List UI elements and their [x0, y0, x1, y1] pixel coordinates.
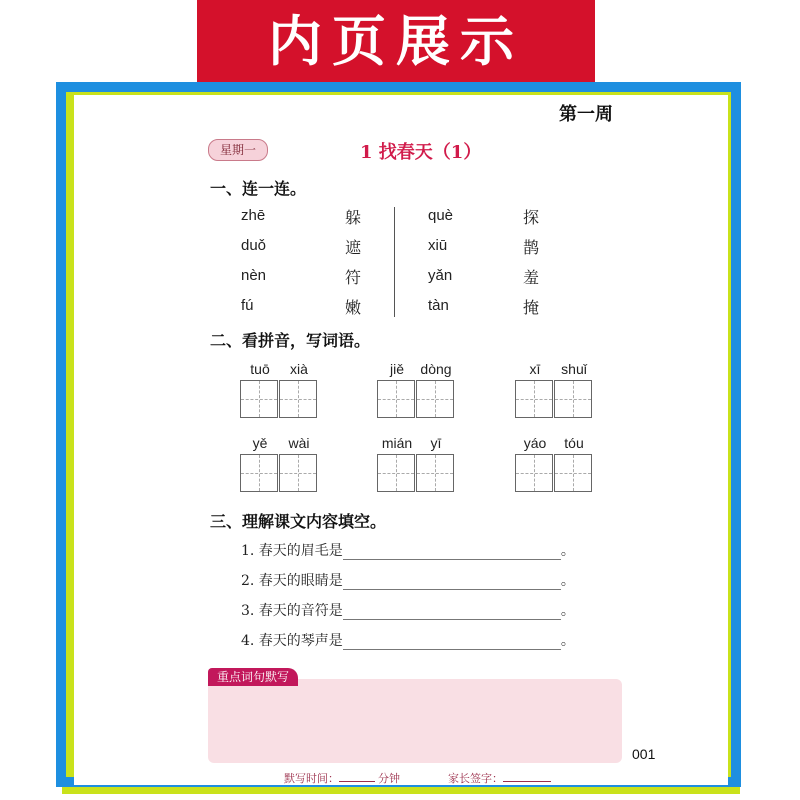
fill-item	[241, 630, 575, 650]
word-pinyin: tuō	[250, 361, 270, 377]
word-pinyin: tóu	[564, 435, 584, 451]
match-right-hanzi: 羞	[523, 268, 540, 287]
writing-box[interactable]	[240, 454, 278, 492]
fill-prompt: 3. 春天的音符是	[241, 603, 343, 619]
footer-minutes: 分钟	[378, 772, 400, 785]
fill-prompt: 4. 春天的琴声是	[241, 633, 343, 649]
writing-box[interactable]	[554, 454, 592, 492]
page-number: 001	[632, 746, 656, 762]
lesson-title: 1 找春天（1）	[360, 142, 482, 163]
banner-title: 内页展示	[197, 0, 595, 84]
fill-prompt: 2. 春天的眼睛是	[241, 573, 343, 589]
word-pinyin: dòng	[420, 361, 452, 377]
footer-parent	[448, 770, 551, 786]
match-left-pinyin: fú	[241, 297, 254, 314]
word-pinyin: mián	[381, 435, 413, 451]
word-pinyin: wài	[288, 435, 310, 451]
fill-blank[interactable]	[343, 635, 561, 650]
writing-box[interactable]	[416, 380, 454, 418]
fill-item	[241, 600, 575, 620]
dictation-label: 重点词句默写	[208, 668, 298, 686]
fill-prompt: 1. 春天的眉毛是	[241, 543, 343, 559]
match-left-hanzi: 遮	[345, 238, 362, 257]
section-3-heading: 三、理解课文内容填空。	[210, 512, 387, 531]
fill-end: 。	[560, 633, 575, 649]
fill-item	[241, 570, 575, 590]
fill-end: 。	[560, 573, 575, 589]
match-right-hanzi: 探	[523, 208, 540, 227]
word-pinyin: yáo	[523, 435, 547, 451]
match-left-pinyin: zhē	[241, 207, 266, 224]
fill-blank[interactable]	[343, 605, 561, 620]
word-pinyin: xī	[529, 361, 541, 377]
match-right-pinyin: yǎn	[428, 267, 453, 284]
match-right-pinyin: xiū	[428, 237, 448, 254]
footer-parent-label: 家长签字：	[448, 772, 503, 785]
fill-item	[241, 540, 575, 560]
writing-box[interactable]	[240, 380, 278, 418]
match-right-pinyin: tàn	[428, 297, 449, 314]
writing-box[interactable]	[515, 380, 553, 418]
writing-box[interactable]	[515, 454, 553, 492]
fill-blank[interactable]	[343, 545, 561, 560]
dictation-area[interactable]	[208, 679, 622, 763]
match-left-hanzi: 符	[345, 268, 362, 287]
match-right-pinyin: què	[428, 207, 454, 224]
fill-blank[interactable]	[343, 575, 561, 590]
writing-box[interactable]	[279, 380, 317, 418]
writing-box[interactable]	[377, 380, 415, 418]
match-right-hanzi: 鹊	[523, 238, 540, 257]
word-pinyin: yě	[252, 435, 268, 451]
word-pinyin: shuǐ	[561, 361, 587, 377]
writing-box[interactable]	[377, 454, 415, 492]
fill-end: 。	[560, 543, 575, 559]
word-pinyin: xià	[290, 361, 308, 377]
day-badge: 星期一	[208, 139, 268, 161]
writing-box[interactable]	[279, 454, 317, 492]
match-left-hanzi: 嫩	[345, 298, 362, 317]
fill-end: 。	[560, 603, 575, 619]
footer-time	[284, 770, 375, 786]
week-label: 第一周	[559, 104, 613, 125]
match-right-hanzi: 掩	[523, 298, 540, 317]
signature-blank[interactable]	[503, 771, 551, 782]
word-pinyin: jiě	[389, 361, 404, 377]
time-blank[interactable]	[339, 771, 375, 782]
footer-time-label: 默写时间：	[284, 772, 339, 785]
section-2-heading: 二、看拼音，写词语。	[210, 331, 371, 350]
section-1-heading: 一、连一连。	[210, 179, 307, 198]
match-left-hanzi: 躲	[345, 208, 362, 227]
divider-line	[394, 207, 395, 317]
writing-box[interactable]	[416, 454, 454, 492]
match-left-pinyin: nèn	[241, 267, 267, 284]
match-left-pinyin: duǒ	[241, 237, 267, 254]
word-pinyin: yī	[430, 435, 442, 451]
writing-box[interactable]	[554, 380, 592, 418]
